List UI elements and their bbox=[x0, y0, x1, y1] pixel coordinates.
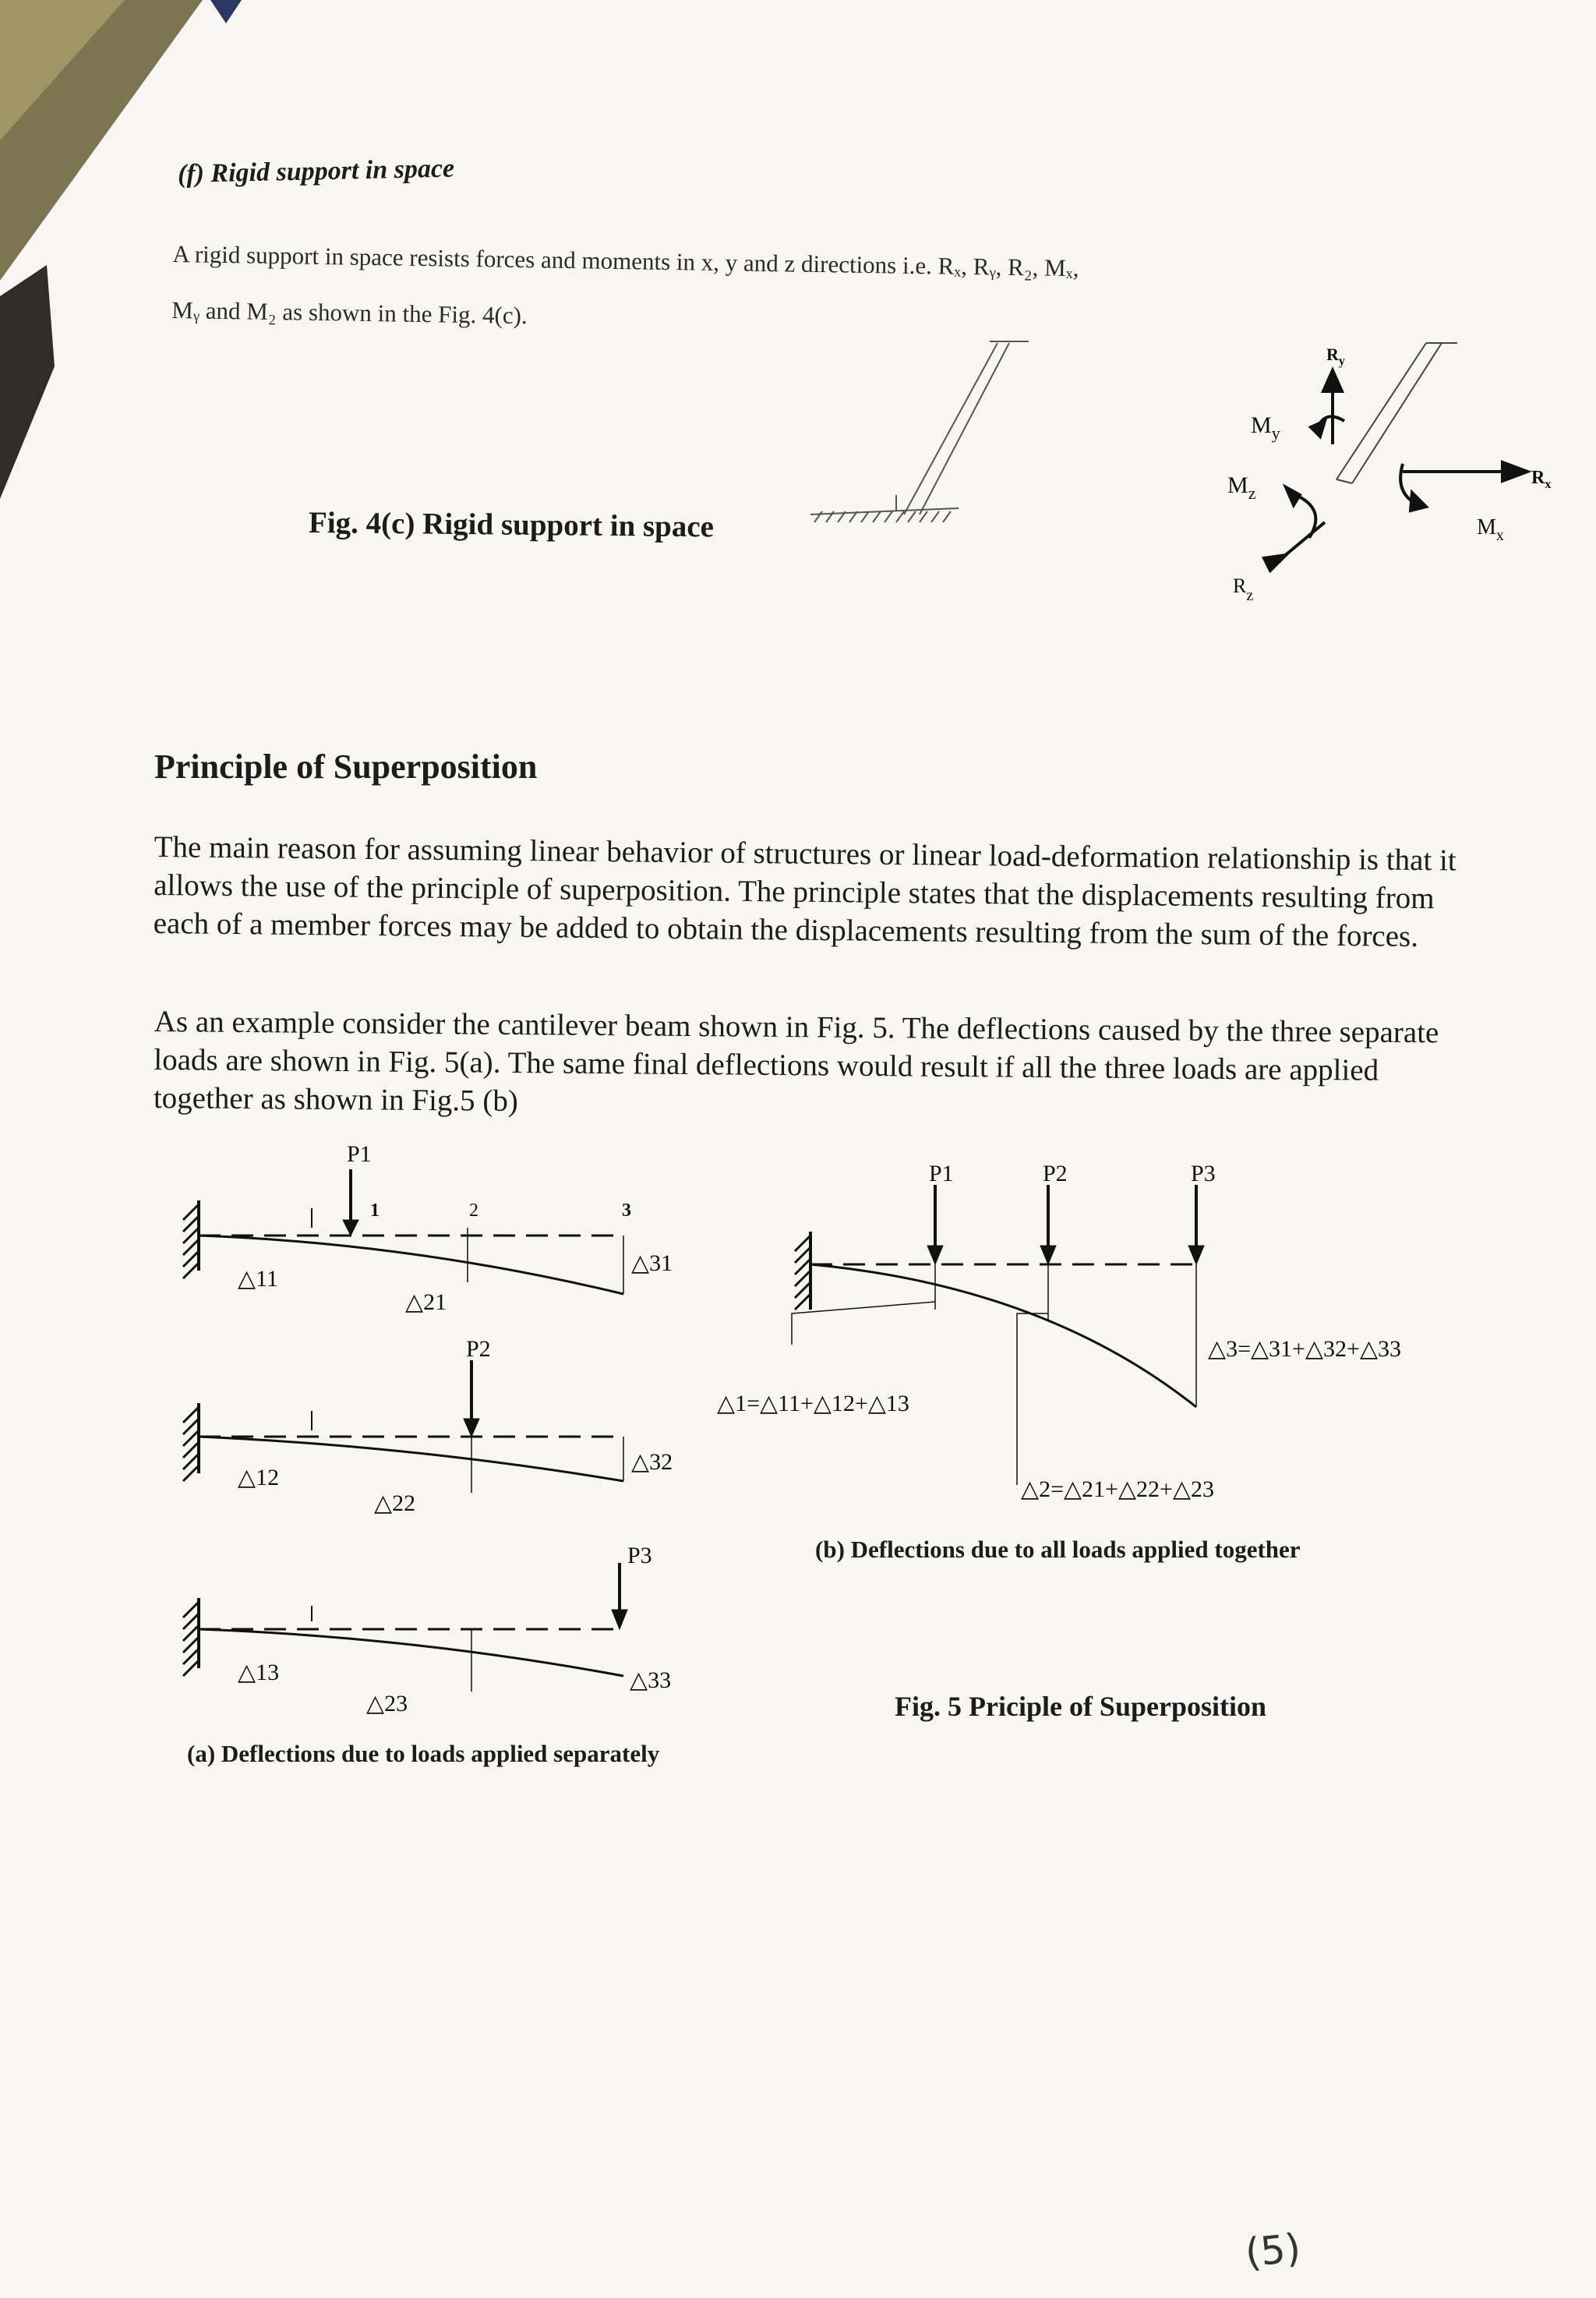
fig5b-caption: (b) Deflections due to all loads applied together bbox=[815, 1536, 1301, 1563]
svg-text:△13: △13 bbox=[238, 1660, 280, 1685]
fig4c-support-sketch bbox=[810, 341, 1029, 522]
section-f-title: (f) Rigid support in space bbox=[177, 154, 455, 189]
svg-text:Mz: $M_z$ bbox=[1227, 472, 1256, 503]
svg-text:Ry: $R_y$ bbox=[1326, 345, 1345, 368]
svg-text:△3=△31+△32+△33: △3=△31+△32+△33 bbox=[1208, 1336, 1402, 1362]
fig5-caption: Fig. 5 Priciple of Superposition bbox=[895, 1691, 1266, 1722]
svg-text:△2=△21+△22+△23: △2=△21+△22+△23 bbox=[1021, 1476, 1215, 1502]
svg-text:P2: P2 bbox=[1043, 1161, 1068, 1186]
fig5a-beam-1-labels bbox=[238, 1141, 673, 1315]
svg-text:△33: △33 bbox=[630, 1667, 672, 1693]
fig5a-caption: (a) Deflections due to loads applied separately bbox=[187, 1740, 660, 1767]
svg-text:2: 2 bbox=[469, 1200, 478, 1221]
svg-text:P1: P1 bbox=[347, 1141, 372, 1167]
paragraph-1: The main reason for assuming linear behavior of structures or linear load-deformation relationship is that it allows the use of the principle of superposition. The principle states that the displacements resulting from each of a member forces may be added to obtain the displacements resulting from the sum of the forces. bbox=[153, 829, 1457, 953]
svg-text:P1: P1 bbox=[929, 1161, 954, 1186]
svg-text:P2: P2 bbox=[466, 1336, 491, 1362]
fig5a-diagram bbox=[179, 1138, 740, 1738]
section-heading: Principle of Superposition bbox=[154, 748, 538, 786]
svg-text:Mx: $M_x$ bbox=[1477, 515, 1504, 544]
svg-text:△23: △23 bbox=[366, 1691, 408, 1716]
fig5b-labels bbox=[717, 1161, 1401, 1502]
fig4c-diagram bbox=[779, 327, 1552, 616]
svg-text:P3: P3 bbox=[1191, 1161, 1216, 1186]
section-f-line-1: A rigid support in space resists forces and moments in x, y and z directions i.e. Rₓ, Rᵧ, R₂, Mₓ, bbox=[172, 239, 1079, 282]
paragraph-2: As an example consider the cantilever beam shown in Fig. 5. The deflections caused by the three separate loads are shown in Fig. 5(a). The same final deflections would result if all the three loads are applied together as shown in Fig.5 (b) bbox=[153, 1004, 1439, 1119]
fig4c-caption: Fig. 4(c) Rigid support in space bbox=[308, 506, 715, 544]
svg-text:△11: △11 bbox=[238, 1266, 278, 1292]
fig5b-beam bbox=[792, 1185, 1204, 1485]
svg-text:Rz: $R_z$ bbox=[1233, 574, 1254, 604]
svg-text:P3: P3 bbox=[627, 1543, 652, 1568]
svg-text:My: $M_y$ bbox=[1251, 412, 1280, 443]
svg-text:△31: △31 bbox=[631, 1250, 673, 1276]
svg-text:3: 3 bbox=[622, 1200, 631, 1221]
svg-text:△21: △21 bbox=[405, 1289, 447, 1315]
svg-text:△12: △12 bbox=[238, 1465, 280, 1490]
svg-text:△32: △32 bbox=[631, 1449, 673, 1475]
svg-text:1: 1 bbox=[370, 1200, 380, 1221]
section-f-line-2: Mᵧ and M₂ as shown in the Fig. 4(c). bbox=[171, 295, 528, 330]
page-number: (5) bbox=[1243, 2225, 1303, 2276]
svg-text:△1=△11+△12+△13: △1=△11+△12+△13 bbox=[717, 1391, 909, 1416]
fig5a-beam-2-labels bbox=[238, 1336, 673, 1516]
svg-text:△22: △22 bbox=[374, 1490, 416, 1516]
svg-text:Rx: $R_x$ bbox=[1531, 468, 1552, 491]
fig5b-diagram bbox=[717, 1154, 1574, 1520]
